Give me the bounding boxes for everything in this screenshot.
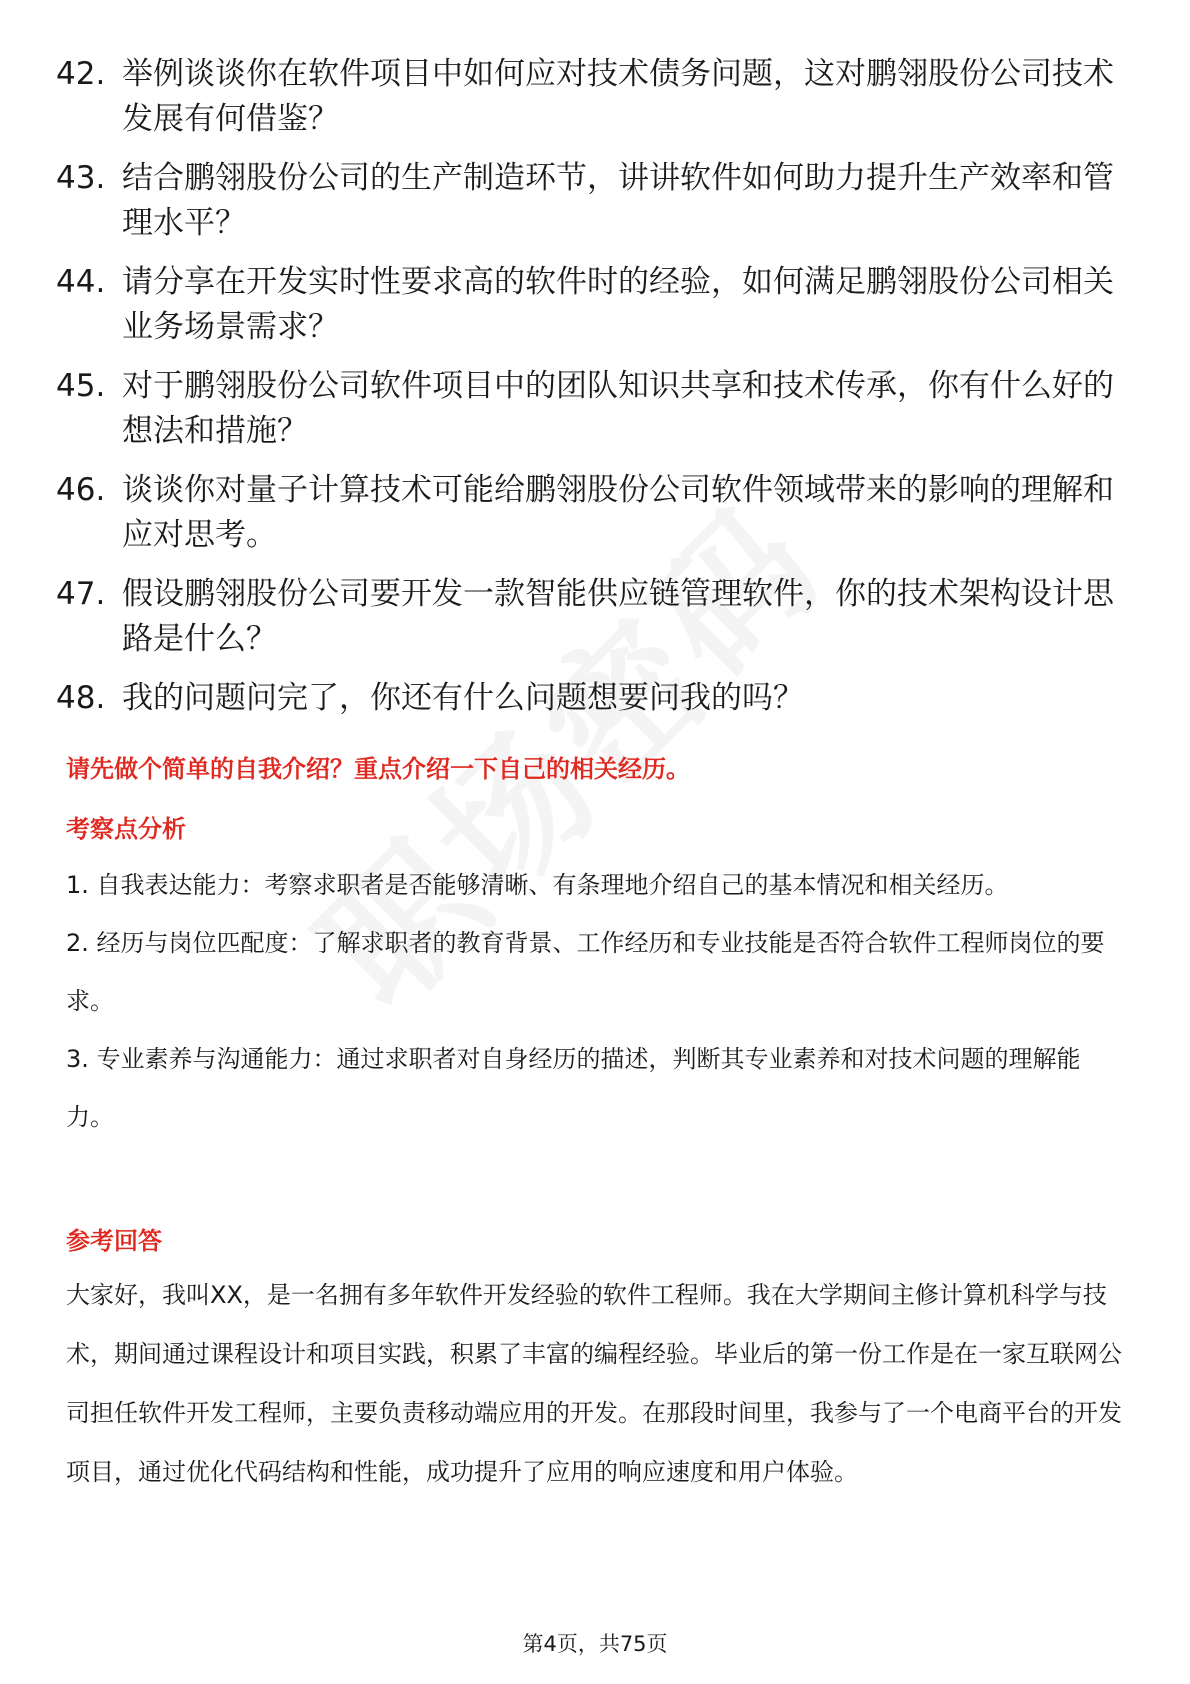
analysis-section [66,856,1126,1146]
question-text: 请分享在开发实时性要求高的软件时的经验，如何满足鹏翎股份公司相关业务场景需求？ [122,264,1114,345]
list-item [56,572,1136,662]
list-item [56,676,1136,721]
analysis-point: 3. 专业素养与沟通能力：通过求职者对自身经历的描述，判断其专业素养和对技术问题的理解能力。 [66,1045,1081,1131]
analysis-point: 2. 经历与岗位匹配度：了解求职者的教育背景、工作经历和专业技能是否符合软件工程师岗位的要求。 [66,929,1105,1015]
question-number: 45. [56,368,106,404]
list-item [56,364,1136,454]
list-item [56,468,1136,558]
question-list [56,52,1136,735]
intro-question-heading: 请先做个简单的自我介绍？重点介绍一下自己的相关经历。 [66,755,690,783]
question-number: 44. [56,264,106,300]
analysis-heading: 考察点分析 [66,815,186,843]
question-number: 47. [56,576,106,612]
list-item [56,156,1136,246]
analysis-point: 1. 自我表达能力：考察求职者是否能够清晰、有条理地介绍自己的基本情况和相关经历。 [66,871,1009,899]
answer-heading: 参考回答 [66,1227,162,1255]
question-number: 43. [56,160,106,196]
question-number: 48. [56,680,106,716]
question-text: 我的问题问完了，你还有什么问题想要问我的吗？ [122,680,804,716]
question-number: 46. [56,472,106,508]
question-text: 对于鹏翎股份公司软件项目中的团队知识共享和技术传承，你有什么好的想法和措施？ [122,368,1114,449]
question-text: 举例谈谈你在软件项目中如何应对技术债务问题，这对鹏翎股份公司技术发展有何借鉴？ [122,56,1114,137]
list-item [56,260,1136,350]
page-footer: 第4页，共75页 [522,1632,668,1656]
answer-paragraph: 大家好，我叫XX，是一名拥有多年软件开发经验的软件工程师。我在大学期间主修计算机科学与技术，期间通过课程设计和项目实践，积累了丰富的编程经验。毕业后的第一份工作是在一家互联网公司担任软件开发工程师，主要负责移动端应用的开发。在那段时间里，我参与了一个电商平台的开发项目，通过优化代码结构和性能，成功提升了应用的响应速度和用户体验。 [66,1281,1122,1486]
list-item [56,52,1136,142]
question-number: 42. [56,56,106,92]
question-text: 谈谈你对量子计算技术可能给鹏翎股份公司软件领域带来的影响的理解和应对思考。 [122,472,1114,553]
question-text: 假设鹏翎股份公司要开发一款智能供应链管理软件，你的技术架构设计思路是什么？ [122,576,1114,657]
question-text: 结合鹏翎股份公司的生产制造环节，讲讲软件如何助力提升生产效率和管理水平？ [122,160,1114,241]
